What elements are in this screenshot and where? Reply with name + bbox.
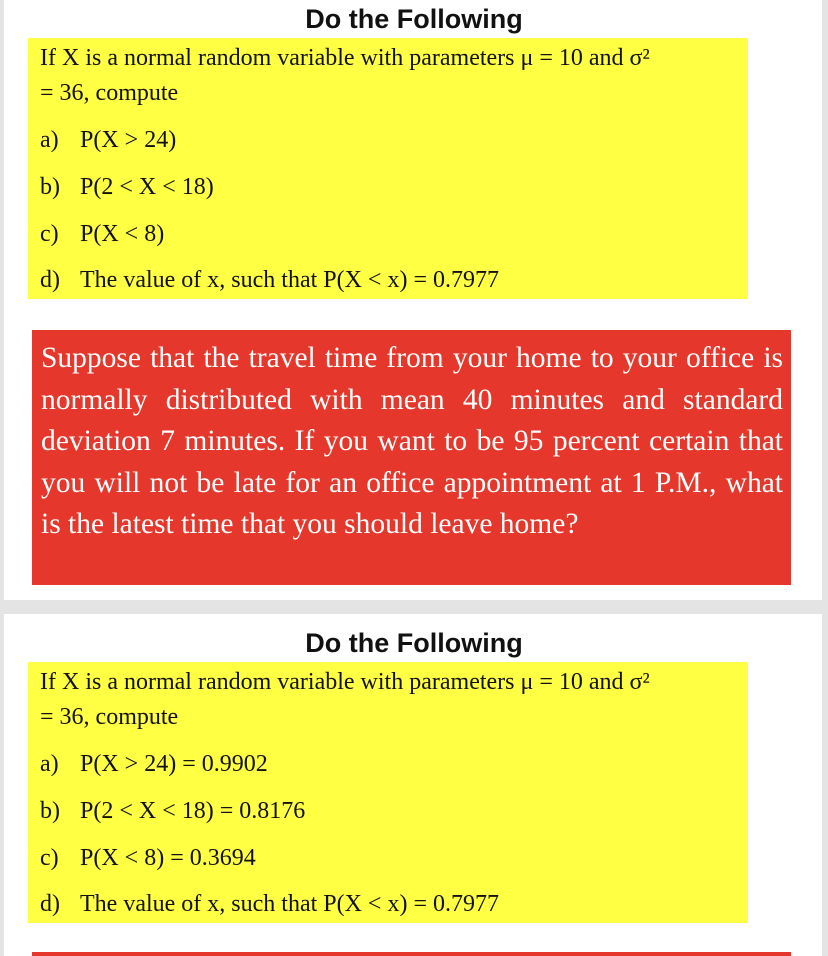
answer-d: d) The value of x, such that P(X < x) = 0.7977 — [40, 891, 499, 917]
travel-time-problem-text: Suppose that the travel time from your home to your office is normally distributed with mean 40 minutes and standard deviation 7 minutes. If you want to be 95 percent certain that you will not be late for an office appointment at 1 P.M., what is the latest time that you should leave home? — [41, 342, 783, 540]
slide-1-problem-box — [28, 38, 748, 299]
slide-1-heading: Do the Following — [305, 4, 523, 34]
travel-time-problem-box-partial — [32, 952, 791, 956]
travel-time-problem-box — [32, 330, 791, 585]
problem-line-2: = 36, compute — [40, 704, 179, 730]
problem-line-1: If X is a normal random variable with parameters μ = 10 and σ² — [40, 669, 650, 695]
part-d: d) The value of x, such that P(X < x) = 0.7977 — [40, 267, 499, 293]
slide-2-problem-box — [28, 662, 748, 923]
answer-b: b) P(2 < X < 18) = 0.8176 — [40, 798, 306, 824]
slide-2-heading: Do the Following — [305, 628, 523, 658]
problem-line-1: If X is a normal random variable with parameters μ = 10 and σ² — [40, 45, 650, 71]
part-c: c) P(X < 8) — [40, 221, 165, 247]
answer-c: c) P(X < 8) = 0.3694 — [40, 845, 256, 871]
part-b: b) P(2 < X < 18) — [40, 174, 214, 200]
part-a: a) P(X > 24) — [40, 127, 177, 153]
problem-line-2: = 36, compute — [40, 80, 179, 106]
answer-a: a) P(X > 24) = 0.9902 — [40, 751, 268, 777]
